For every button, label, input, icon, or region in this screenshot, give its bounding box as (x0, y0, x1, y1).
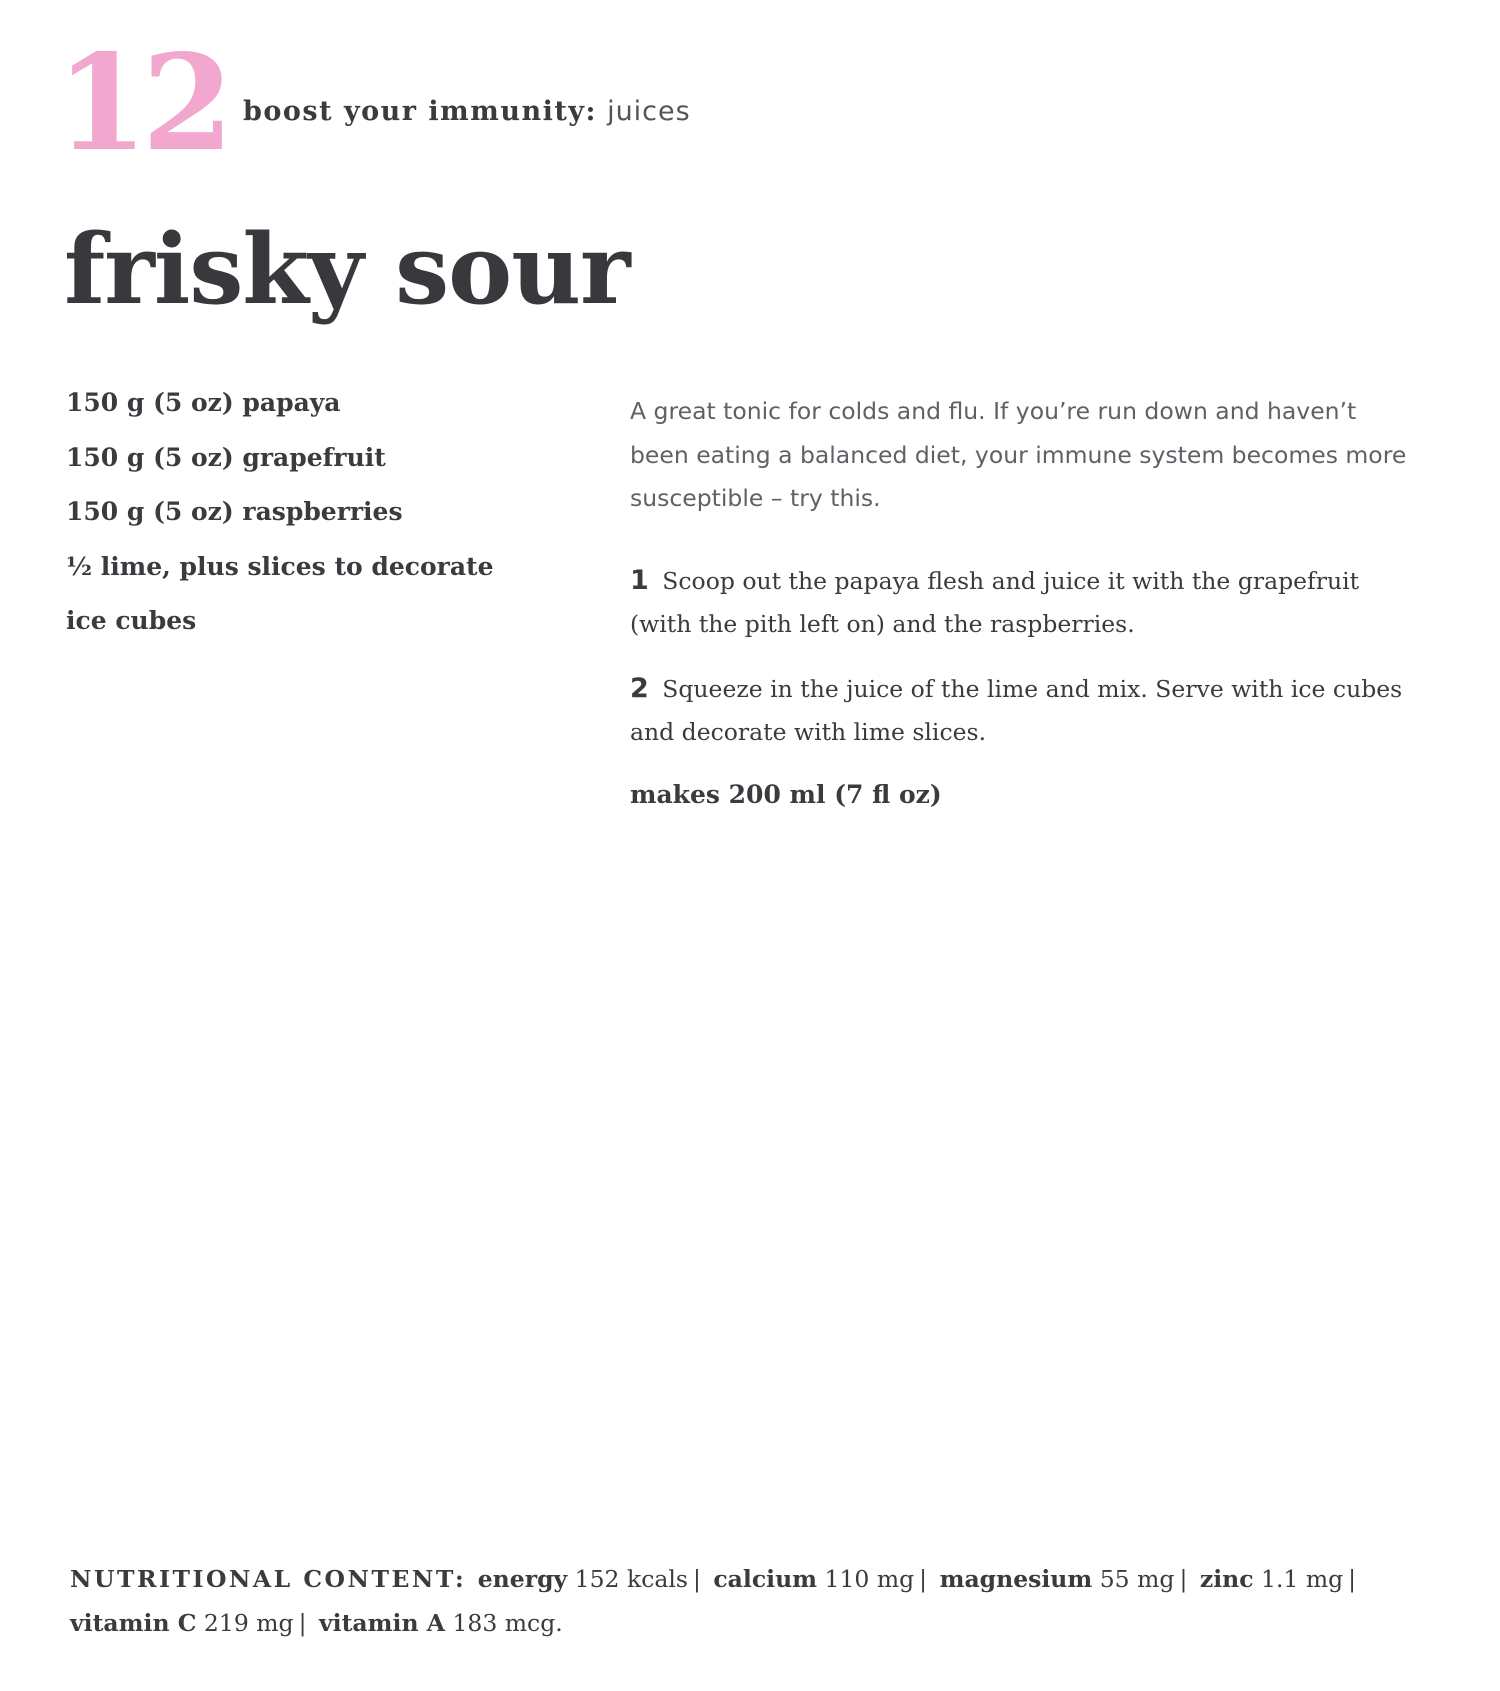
nutrient-value: 219 mg (203, 1609, 294, 1637)
recipe-yield: makes 200 ml (7 fl oz) (630, 779, 942, 809)
running-head (243, 96, 691, 127)
nutrient (478, 1565, 688, 1593)
separator: | (1348, 1565, 1357, 1593)
method-step (630, 559, 1420, 647)
ingredient-item: 150 g (5 oz) raspberries (66, 497, 403, 526)
separator: | (919, 1565, 928, 1593)
nutrient-name: vitamin C (70, 1609, 197, 1637)
nutrient-name: zinc (1199, 1565, 1254, 1593)
nutrient-name: vitamin A (318, 1609, 445, 1637)
nutrient (319, 1609, 563, 1637)
nutrient-value: 1.1 mg (1261, 1565, 1344, 1593)
nutrient-value: 152 kcals (574, 1565, 688, 1593)
method-column (630, 390, 1420, 815)
section-name: boost your immunity: (243, 96, 597, 127)
ingredient-item: ½ lime, plus slices to decorate (66, 551, 494, 581)
nutrient (1200, 1565, 1343, 1593)
recipe-intro: A great tonic for colds and flu. If you’re run down and haven’t been eating a balanced diet, your immune system becomes more susceptible – try this. (630, 397, 1407, 512)
step-number: 1 (630, 564, 649, 596)
nutrient (713, 1565, 914, 1593)
nutrient-name: magnesium (939, 1565, 1093, 1593)
nutrient-value: 55 mg (1099, 1565, 1175, 1593)
nutrient-value: 183 mcg. (452, 1609, 563, 1637)
section-subname: juices (607, 96, 691, 127)
step-text: Squeeze in the juice of the lime and mix. Serve with ice cubes and decorate with lime slices. (630, 674, 1403, 746)
ingredient-list (66, 388, 493, 661)
step-text: Scoop out the papaya flesh and juice it with the grapefruit (with the pith left on) and the raspberries. (630, 566, 1360, 638)
ingredient-item: ice cubes (66, 606, 197, 635)
nutrient-value: 110 mg (824, 1565, 915, 1593)
page-number: 12 (56, 26, 228, 181)
ingredient-item: 150 g (5 oz) grapefruit (66, 442, 386, 472)
method-step (630, 667, 1420, 755)
nutrient-name: calcium (713, 1565, 818, 1593)
nutrition-label: NUTRITIONAL CONTENT: (70, 1565, 467, 1593)
nutritional-content (70, 1557, 1430, 1645)
separator: | (692, 1565, 701, 1593)
separator: | (1179, 1565, 1188, 1593)
ingredient-item: 150 g (5 oz) papaya (66, 388, 341, 417)
recipe-title: frisky sour (64, 213, 630, 326)
nutrient-name: energy (477, 1565, 568, 1593)
nutrient (940, 1565, 1175, 1593)
step-number: 2 (630, 672, 649, 704)
nutrient (70, 1609, 294, 1637)
separator: | (298, 1609, 307, 1637)
